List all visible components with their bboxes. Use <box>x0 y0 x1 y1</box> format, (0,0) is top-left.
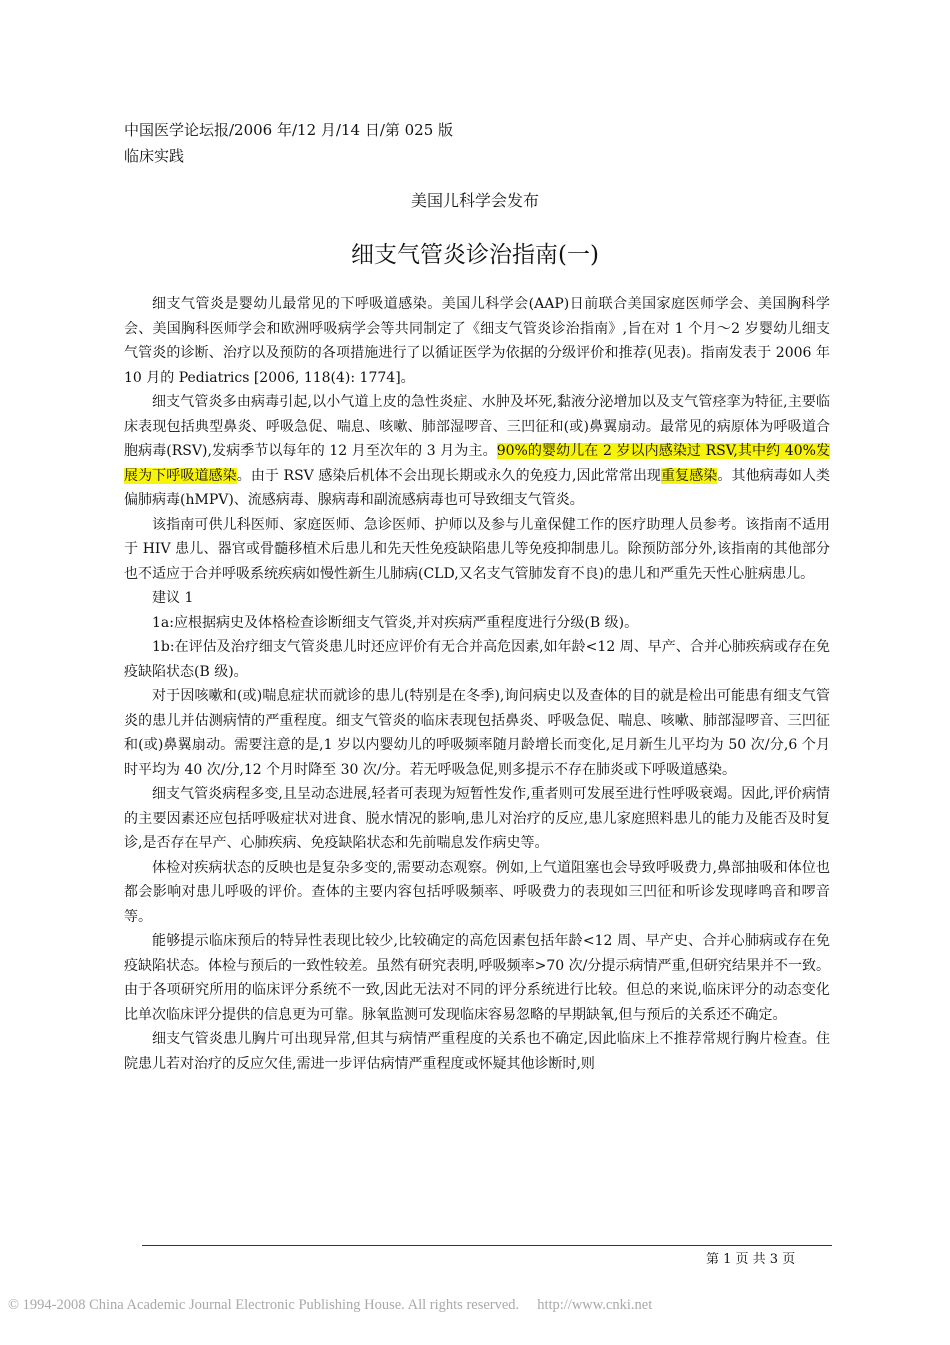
source-info <box>124 117 453 169</box>
copyright-watermark <box>8 1297 652 1314</box>
paragraph-prognosis: 能够提示临床预后的特异性表现比较少,比较确定的高危因素包括年龄<12 周、早产史、合并心肺病或存在免疫缺陷状态。体检与预后的一致性较差。虽然有研究表明,呼吸频率>70 次/分提示病情严重,但研究结果并不一致。由于各项研究所用的临床评分系统不一致,因此无法对不同的评分系统进行比较。但总的来说,临床评分的动态变化比单次临床评分提供的信息更为可靠。脉氧监测可发现临床容易忽略的早期缺氧,但与预后的关系还不确定。 <box>124 933 830 1023</box>
paragraph-course: 细支气管炎病程多变,且呈动态进展,轻者可表现为短暂性发作,重者则可发展至进行性呼吸衰竭。因此,评价病情的主要因素还应包括呼吸症状对进食、脱水情况的影响,患儿对治疗的反应,患儿家庭照料患儿的能力及能否及时复诊,是否存在早产、心肺疾病、免疫缺陷状态和先前喘息发作病史等。 <box>124 786 830 851</box>
paragraph-physical-exam: 体检对疾病状态的反映也是复杂多变的,需要动态观察。例如,上气道阻塞也会导致呼吸费力,鼻部抽吸和体位也都会影响对患儿呼吸的评价。查体的主要内容包括呼吸频率、呼吸费力的表现如三凹征和听诊发现哮鸣音和啰音等。 <box>124 859 830 925</box>
paragraph-diagnosis: 对于因咳嗽和(或)喘息症状而就诊的患儿(特别是在冬季),询问病史以及查体的目的就是检出可能患有细支气管炎的患儿并估测病情的严重程度。细支气管炎的临床表现包括鼻炎、呼吸急促、喘息、咳嗽、肺部湿啰音、三凹征和(或)鼻翼扇动。需要注意的是,1 岁以内婴幼儿的呼吸频率随月龄增长而变化,足月新生儿平均为 50 次/分,6 个月时平均为 40 次/分,12 个月时降至 30 次/分。若无呼吸急促,则多提示不存在肺炎或下呼吸道感染。 <box>124 688 830 778</box>
paragraph-text: 细支气管炎多由病毒引起,以小气道上皮的急性炎症、水肿及坏死,黏液分泌增加以及支气管痉挛为特征,主要临床表现包括典型鼻炎、呼吸急促、喘息、咳嗽、肺部湿啰音、三凹征和(或)鼻翼扇动。最常见的病原体为呼吸道合胞病毒(RSV),发病季节以每年的 12 月至次年的 3 月为主。 <box>124 394 830 459</box>
article-title: 细支气管炎诊治指南(一) <box>351 242 599 268</box>
footer-divider <box>142 1245 832 1246</box>
recommendation-1a: 1a:应根据病史及体格检查诊断细支气管炎,并对疾病严重程度进行分级(B 级)。 <box>152 614 639 631</box>
paragraph-scope: 该指南可供儿科医师、家庭医师、急诊医师、护师以及参与儿童保健工作的医疗助理人员参考。该指南不适用于 HIV 患儿、器官或骨髓移植术后患儿和先天性免疫缺陷患儿等免疫抑制患儿。除预防部分外,该指南的其他部分也不适应于合并呼吸系统疾病如慢性新生儿肺病(CLD,又名支气管肺发育不良)的患儿和严重先天性心脏病患儿。 <box>124 516 830 582</box>
recommendation-heading: 建议 1 <box>152 590 194 606</box>
paragraph-text: 。由于 RSV 感染后机体不会出现长期或永久的免疫力,因此常常出现 <box>236 467 662 484</box>
paragraph-text: 。其他病毒如人类偏肺病毒(hMPV)、流感病毒、腺病毒和副流感病毒也可导致细支气管炎。 <box>124 467 831 508</box>
article-body <box>124 292 830 1076</box>
page-number: 第 1 页 共 3 页 <box>706 1252 796 1267</box>
publisher-line: 美国儿科学会发布 <box>410 191 539 210</box>
source-line: 中国医学论坛报/2006 年/12 月/14 日/第 025 版 <box>124 121 454 139</box>
highlighted-text: 90%的婴幼儿在 2 岁以内感染过 RSV,其中约 40%发展为下呼吸道感染 <box>124 443 831 484</box>
copyright-text: © 1994-2008 China Academic Journal Electronic Publishing House. All rights reserved. <box>8 1297 520 1313</box>
paragraph-etiology <box>124 390 830 513</box>
recommendation-1b: 1b:在评估及治疗细支气管炎患儿时还应评价有无合并高危因素,如年龄<12 周、早产、合并心肺疾病或存在免疫缺陷状态(B 级)。 <box>124 639 830 680</box>
cnki-link[interactable]: http://www.cnki.net <box>537 1297 653 1313</box>
paragraph-chest-xray: 细支气管炎患儿胸片可出现异常,但其与病情严重程度的关系也不确定,因此临床上不推荐常规行胸片检查。住院患儿若对治疗的反应欠佳,需进一步评估病情严重程度或怀疑其他诊断时,则 <box>124 1031 830 1072</box>
highlighted-text: 重复感染 <box>661 467 718 484</box>
paragraph-intro: 细支气管炎是婴幼儿最常见的下呼吸道感染。美国儿科学会(AAP)日前联合美国家庭医师学会、美国胸科学会、美国胸科医师学会和欧洲呼吸病学会等共同制定了《细支气管炎诊治指南》,旨在对 1 个月～2 岁婴幼儿细支气管炎的诊断、治疗以及预防的各项措施进行了以循证医学为依据的分级评价和推荐(见表)。指南发表于 2006 年 10 月的 Pediatrics [2006, 118(4): 1774]。 <box>124 296 830 386</box>
section-name: 临床实践 <box>124 147 185 165</box>
